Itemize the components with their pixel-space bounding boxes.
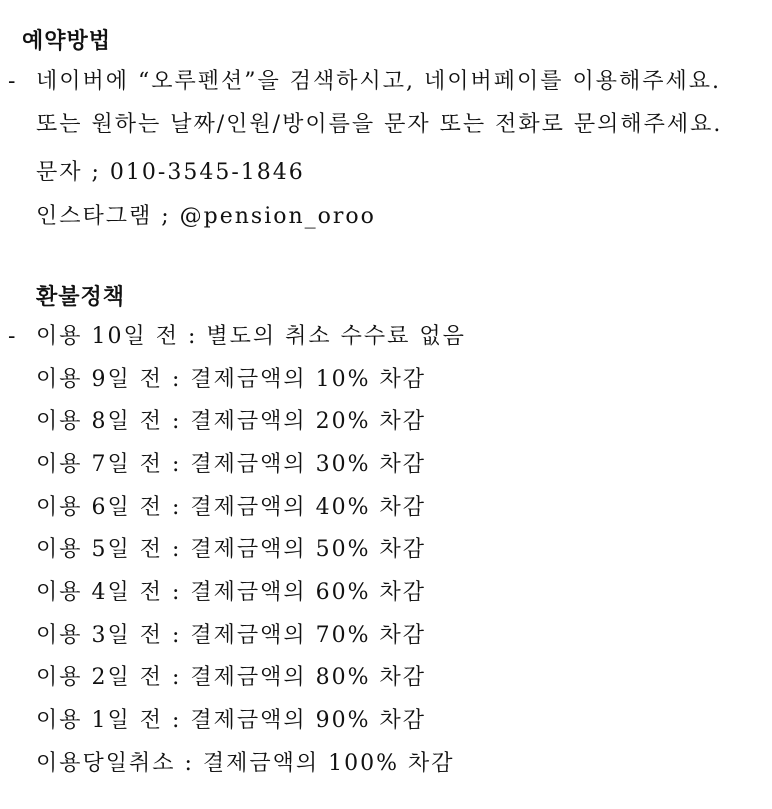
- reservation-heading: 예약방법: [22, 29, 112, 54]
- refund-line: 이용 2일 전 : 결제금액의 80% 차감: [36, 665, 427, 690]
- refund-bullet: -: [8, 324, 16, 349]
- refund-line: 이용 6일 전 : 결제금액의 40% 차감: [36, 495, 427, 520]
- refund-heading: 환불정책: [36, 285, 126, 310]
- refund-line: 이용 10일 전 : 별도의 취소 수수료 없음: [36, 324, 466, 349]
- refund-line: 이용당일취소 : 결제금액의 100% 차감: [36, 751, 455, 776]
- reservation-line-contact-options: 또는 원하는 날짜/인원/방이름을 문자 또는 전화로 문의해주세요.: [36, 112, 723, 137]
- refund-line: 이용 4일 전 : 결제금액의 60% 차감: [36, 580, 427, 605]
- reservation-line-naver: 네이버에 “오루펜션”을 검색하시고, 네이버페이를 이용해주세요.: [36, 69, 722, 94]
- refund-line: 이용 1일 전 : 결제금액의 90% 차감: [36, 708, 427, 733]
- refund-line: 이용 5일 전 : 결제금액의 50% 차감: [36, 537, 427, 562]
- refund-line: 이용 8일 전 : 결제금액의 20% 차감: [36, 409, 427, 434]
- refund-line: 이용 9일 전 : 결제금액의 10% 차감: [36, 367, 427, 392]
- reservation-line-sms: 문자 ; 010-3545-1846: [36, 160, 305, 185]
- reservation-line-instagram: 인스타그램 ; @pension_oroo: [36, 204, 376, 229]
- reservation-bullet: -: [8, 69, 16, 94]
- refund-line: 이용 7일 전 : 결제금액의 30% 차감: [36, 452, 427, 477]
- refund-line: 이용 3일 전 : 결제금액의 70% 차감: [36, 623, 427, 648]
